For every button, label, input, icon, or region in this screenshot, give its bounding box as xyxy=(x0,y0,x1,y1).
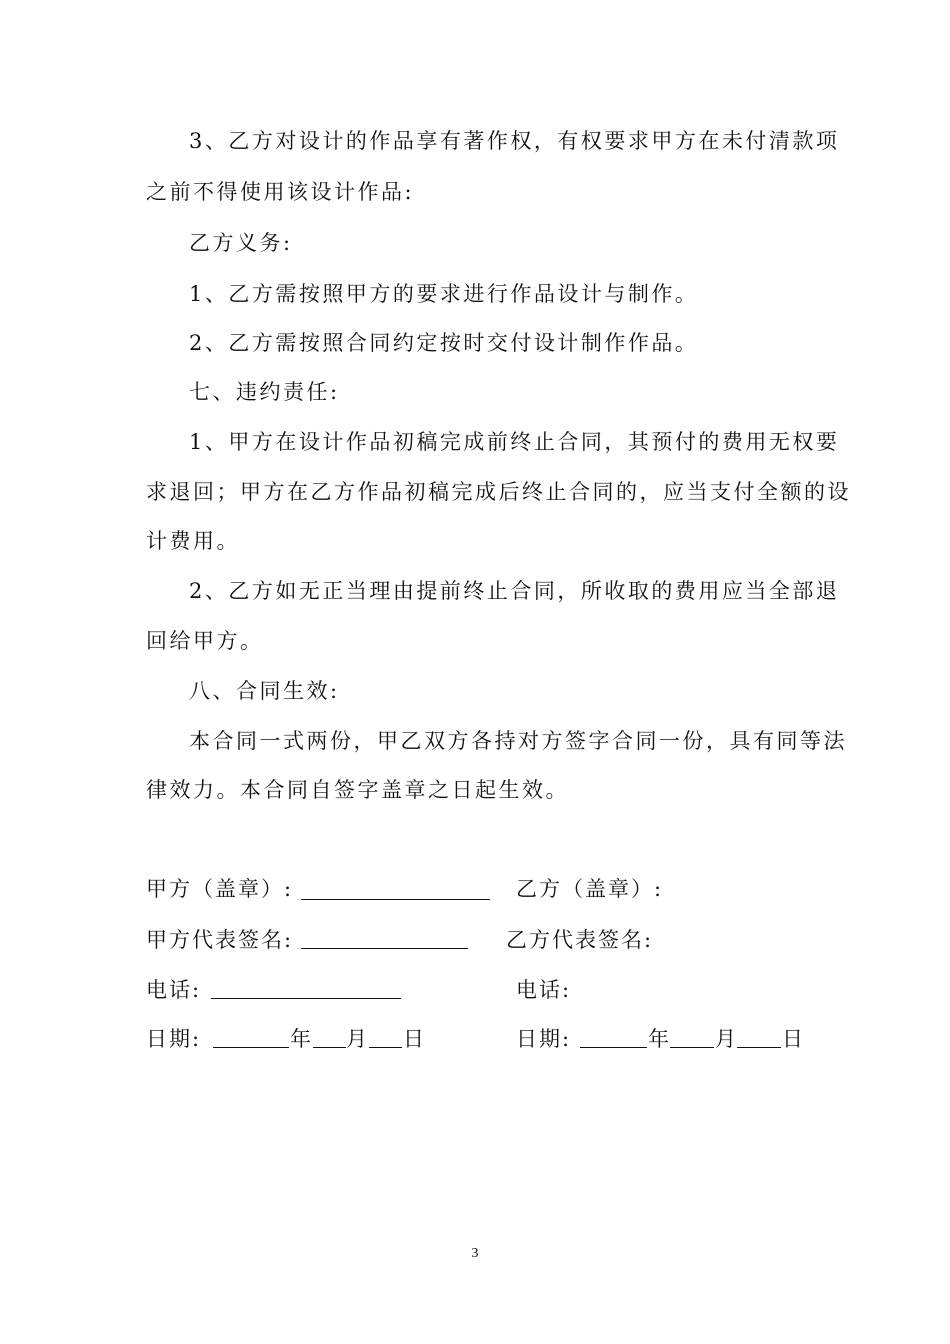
section-heading: 七、违约责任: xyxy=(189,380,340,404)
paragraph-line: 2、乙方需按照合同约定按时交付设计制作作品。 xyxy=(189,331,699,355)
date-b-year: 年 xyxy=(648,1027,671,1051)
phone-b-label: 电话: xyxy=(516,978,572,1002)
section-heading: 八、合同生效: xyxy=(189,679,340,703)
page-number: 3 xyxy=(471,1246,479,1261)
date-a-year: 年 xyxy=(290,1027,313,1051)
paragraph-line: 求退回；甲方在乙方作品初稿完成后终止合同的，应当支付全额的设 xyxy=(146,480,851,504)
date-b-day-blank[interactable] xyxy=(737,1047,781,1048)
date-a-month-blank[interactable] xyxy=(313,1047,346,1048)
date-b-month-blank[interactable] xyxy=(670,1047,714,1048)
date-a-month: 月 xyxy=(346,1027,369,1051)
paragraph-line: 3、乙方对设计的作品享有著作权，有权要求甲方在未付清款项 xyxy=(189,129,840,153)
section-heading: 乙方义务: xyxy=(189,231,293,255)
paragraph-line: 2、乙方如无正当理由提前终止合同，所收取的费用应当全部退 xyxy=(189,579,840,603)
paragraph-line: 回给甲方。 xyxy=(146,629,264,653)
paragraph-line: 1、甲方在设计作品初稿完成前终止合同，其预付的费用无权要 xyxy=(189,430,840,454)
party-a-seal-blank[interactable] xyxy=(301,899,490,900)
date-b-month: 月 xyxy=(715,1027,738,1051)
paragraph-line: 本合同一式两份，甲乙双方各持对方签字合同一份，具有同等法 xyxy=(189,729,847,753)
paragraph-line: 1、乙方需按照甲方的要求进行作品设计与制作。 xyxy=(189,282,699,306)
paragraph-line: 计费用。 xyxy=(146,529,240,553)
party-a-seal-label: 甲方（盖章）: xyxy=(146,877,294,901)
paragraph-line: 之前不得使用该设计作品: xyxy=(146,180,415,204)
party-a-rep-blank[interactable] xyxy=(301,948,468,949)
date-a-year-blank[interactable] xyxy=(213,1047,289,1048)
date-b-label: 日期: xyxy=(516,1027,572,1051)
date-a-label: 日期: xyxy=(146,1027,202,1051)
phone-a-blank[interactable] xyxy=(211,998,401,999)
party-a-rep-label: 甲方代表签名: xyxy=(146,928,294,952)
paragraph-line: 律效力。本合同自签字盖章之日起生效。 xyxy=(146,778,569,802)
date-b-day: 日 xyxy=(782,1027,805,1051)
date-a-day-blank[interactable] xyxy=(369,1047,402,1048)
party-b-seal-label: 乙方（盖章）: xyxy=(516,877,664,901)
date-a-day: 日 xyxy=(403,1027,426,1051)
phone-a-label: 电话: xyxy=(146,978,202,1002)
party-b-rep-label: 乙方代表签名: xyxy=(506,928,654,952)
date-b-year-blank[interactable] xyxy=(580,1047,647,1048)
